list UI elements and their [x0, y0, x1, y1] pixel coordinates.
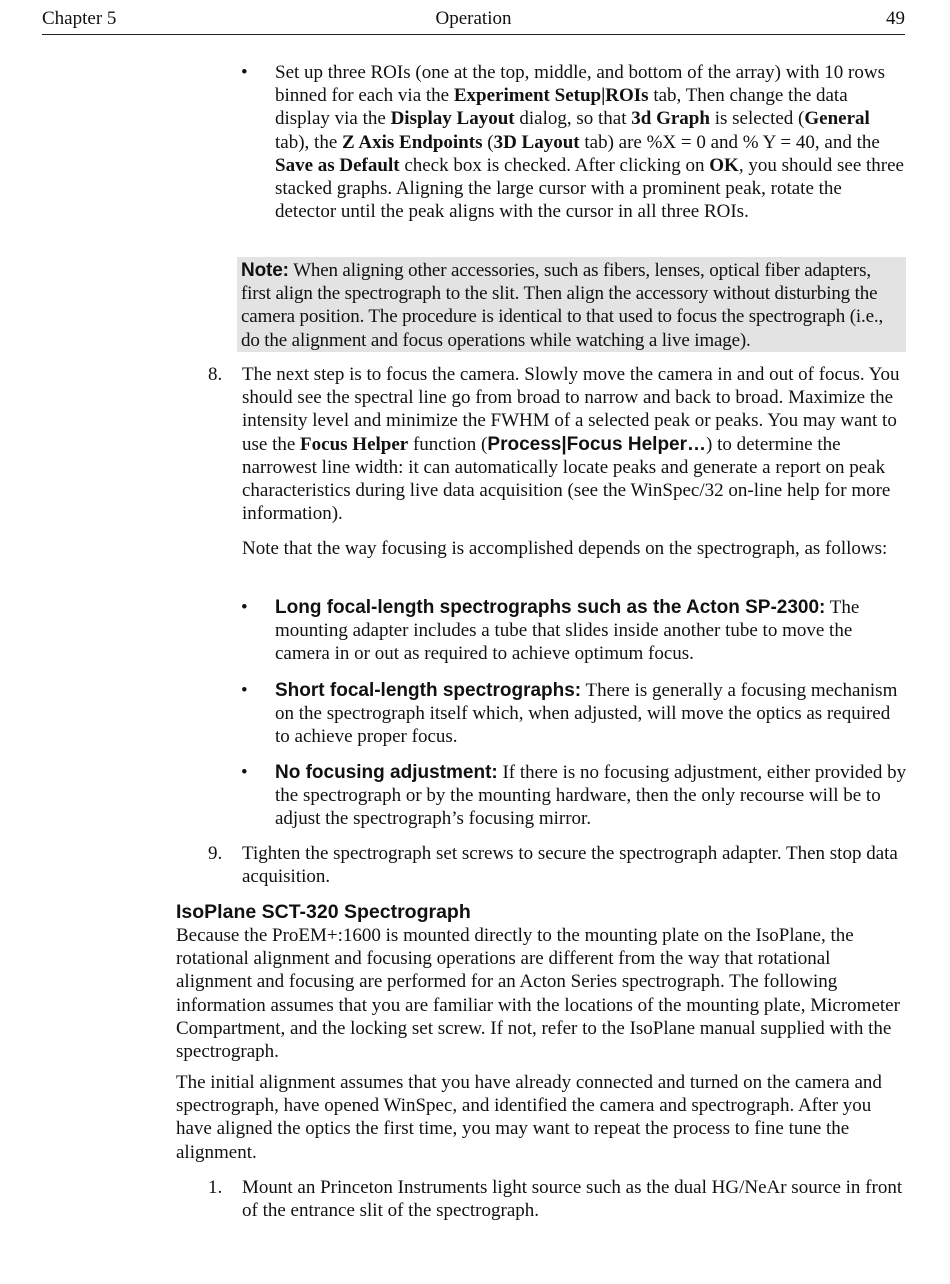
- page-header: [42, 6, 905, 35]
- initial-alignment-paragraph: The initial alignment assumes that you have already connected and turned on the camera and spectrograph, have opened WinSpec, and identified the camera and spectrograph. After you have aligned the optics the first time, you may want to repeat the process to fine tune the alignment.: [176, 1072, 882, 1163]
- bullet-dot: •: [241, 62, 248, 83]
- step-number: 9.: [208, 843, 223, 864]
- bullet-dot: •: [241, 597, 248, 618]
- step-9-paragraph: Tighten the spectrograph set screws to secure the spectrograph adapter. Then stop data acquisition.: [242, 843, 898, 888]
- isoplane-intro-paragraph: Because the ProEM+:1600 is mounted directly to the mounting plate on the IsoPlane, the rotational alignment and focusing operations are different from the way that rotational alignment and focusing are performed for an Acton Series spectrograph. The following information assumes that you are familiar with the locations of the mounting plate, Micrometer Compartment, and the locking set screw. If not, refer to the IsoPlane manual supplied with the spectrograph.: [176, 925, 900, 1063]
- roi-setup-paragraph: Set up three ROIs (one at the top, middle, and bottom of the array) with 10 rows binned for each via the Experiment Setup|ROIs tab, Then change the data display via the Display Layout dialog, so that 3d Graph is selected (General tab), the Z Axis Endpoints (3D Layout tab) are %X = 0 and % Y = 40, and the Save as Default check box is checked. After clicking on OK, you should see three stacked graphs. Aligning the large cursor with a prominent peak, rotate the detector until the peak aligns with the cursor in all three ROIs.: [275, 62, 904, 223]
- section-title: Operation: [435, 8, 512, 29]
- note-label: Note:: [241, 260, 289, 281]
- section-heading: IsoPlane SCT-320 Spectrograph: [176, 901, 471, 923]
- note-paragraph: Note: When aligning other accessories, such as fibers, lenses, optical fiber adapters, first align the spectrograph to the slit. Then align the accessory without disturbing the camera position. The procedure is identical to that used to focus the spectrograph (i.e., do the alignment and focus operations while watching a live image).: [241, 260, 884, 351]
- step-number: 1.: [208, 1177, 223, 1198]
- focus-note-paragraph: Note that the way focusing is accomplished depends on the spectrograph, as follows:: [242, 538, 888, 559]
- focus-bullet-short: Short focal-length spectrographs: There is generally a focusing mechanism on the spectrograph itself which, when adjusted, will move the optics as required to achieve proper focus.: [275, 680, 898, 748]
- bullet-dot: •: [241, 762, 248, 783]
- step-number: 8.: [208, 364, 223, 385]
- bullet-dot: •: [241, 680, 248, 701]
- focus-bullet-none: No focusing adjustment: If there is no focusing adjustment, either provided by the spectrograph or by the mounting hardware, then the only recourse will be to adjust the spectrograph’s focusing mirror.: [275, 762, 907, 830]
- focus-bullet-long: Long focal-length spectrographs such as the Acton SP-2300: The mounting adapter includes a tube that slides inside another tube to move the camera in or out as required to achieve optimum focus.: [275, 597, 860, 665]
- page-number: 49: [886, 8, 905, 29]
- step-1-paragraph: Mount an Princeton Instruments light source such as the dual HG/NeAr source in front of the entrance slit of the spectrograph.: [242, 1177, 903, 1222]
- chapter-label: Chapter 5: [42, 8, 117, 29]
- step-8-paragraph: The next step is to focus the camera. Slowly move the camera in and out of focus. You should see the spectral line go from broad to narrow and back to broad. Maximize the intensity level and minimize the FWHM of a selected peak or peaks. You may want to use the Focus Helper function (Process|Focus Helper…) to determine the narrowest line width: it can automatically locate peaks and generate a report on peak characteristics during live data acquisition (see the WinSpec/32 on-line help for more information).: [242, 364, 900, 525]
- note-box: [237, 257, 906, 352]
